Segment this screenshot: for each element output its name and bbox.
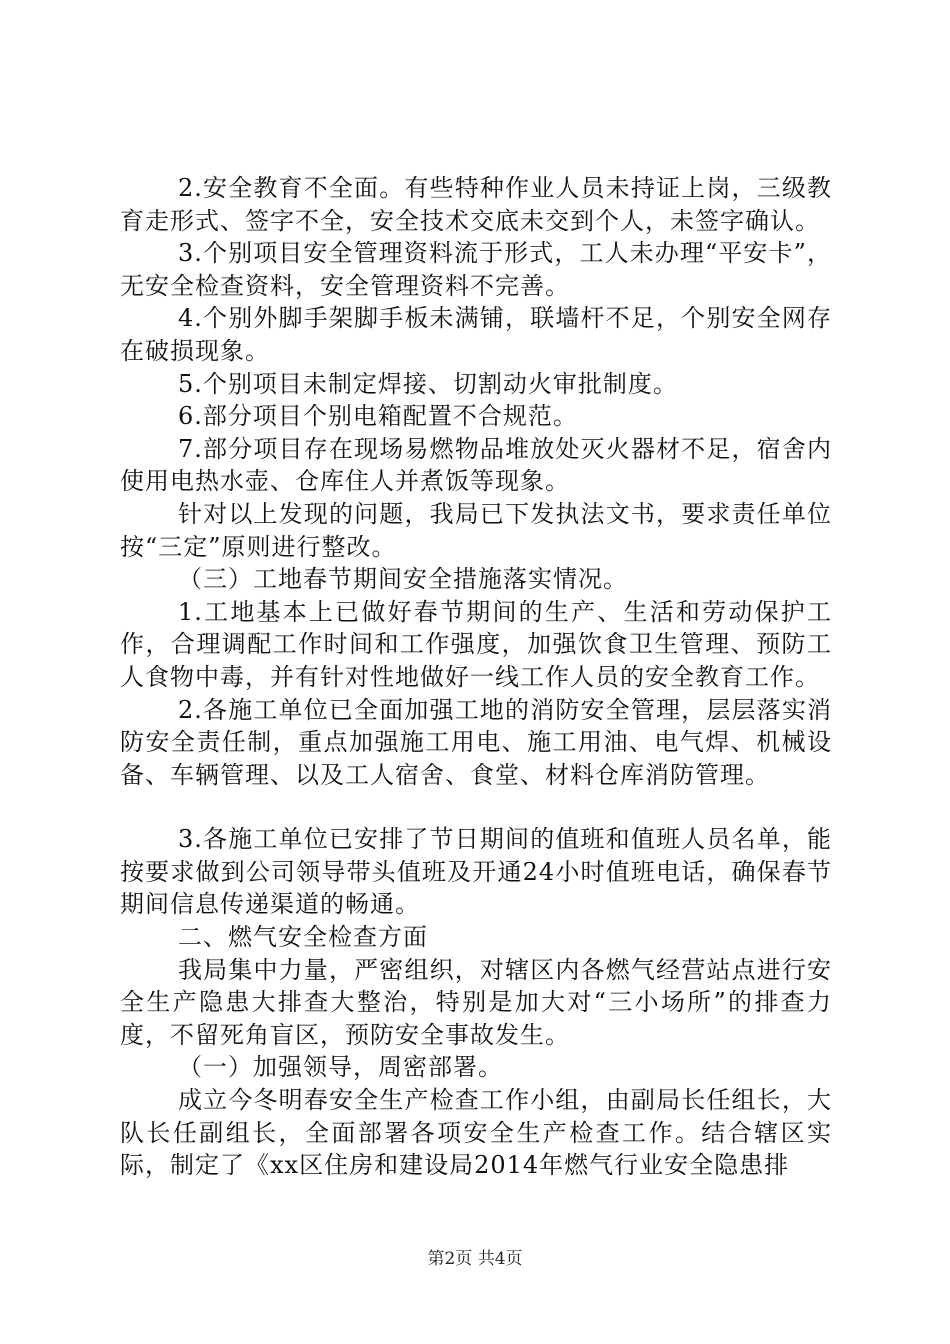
paragraph-fire-safety-management: 2.各施工单位已全面加强工地的消防安全管理，层层落实消防安全责任制，重点加强施工用电、施工用油、电气焊、机械设备、车辆管理、以及工人宿舍、食堂、材料仓库消防管理。 [120, 695, 832, 789]
paragraph-safety-education: 2.安全教育不全面。有些特种作业人员未持证上岗，三级教育走形式、签字不全，安全技术交底未交到个人，未签字确认。 [120, 174, 832, 235]
paragraph-welding-approval: 5.个别项目未制定焊接、切割动火审批制度。 [178, 369, 678, 398]
section-heading-spring-festival: （三）工地春节期间安全措施落实情况。 [178, 565, 628, 594]
paragraph-rectification: 针对以上发现的问题，我局已下发执法文书，要求责任单位按“三定”原则进行整改。 [120, 499, 832, 561]
page-number-footer: 第2页 共4页 [427, 1249, 523, 1269]
paragraph-scaffolding: 4.个别外脚手架脚手板未满铺，联墙杆不足，个别安全网存在破损现象。 [120, 304, 832, 365]
paragraph-gap [120, 791, 832, 823]
section-heading-gas-safety: 二、燃气安全检查方面 [178, 923, 428, 952]
paragraph-labor-protection: 1.工地基本上已做好春节期间的生产、生活和劳动保护工作，合理调配工作时间和工作强度，加强饮食卫生管理、预防工人食物中毒，并有针对性地做好一线工作人员的安全教育工作。 [120, 597, 832, 691]
paragraph-working-group: 成立今冬明春安全生产检查工作小组，由副局长任组长，大队长任副组长，全面部署各项安全生产检查工作。结合辖区实际，制定了《xx区住房和建设局2014年燃气行业安全隐患排 [120, 1086, 832, 1180]
paragraph-gas-inspection: 我局集中力量，严密组织，对辖区内各燃气经营站点进行安全生产隐患大排查大整治，特别是加大对“三小场所”的排查力度，不留死角盲区，预防安全事故发生。 [120, 955, 832, 1049]
paragraph-duty-schedule: 3.各施工单位已安排了节日期间的值班和值班人员名单，能按要求做到公司领导带头值班及开通24小时值班电话，确保春节期间信息传递渠道的畅通。 [120, 825, 832, 919]
paragraph-fire-equipment: 7.部分项目存在现场易燃物品堆放处灭火器材不足，宿舍内使用电热水壶、仓库住人并煮饭等现象。 [120, 434, 832, 496]
paragraph-safety-records: 3.个别项目安全管理资料流于形式，工人未办理“平安卡”，无安全检查资料，安全管理资料不完善。 [120, 239, 832, 300]
subsection-heading-leadership: （一）加强领导，周密部署。 [178, 1053, 503, 1082]
paragraph-electric-box: 6.部分项目个别电箱配置不合规范。 [178, 402, 578, 431]
document-body [120, 172, 832, 1182]
